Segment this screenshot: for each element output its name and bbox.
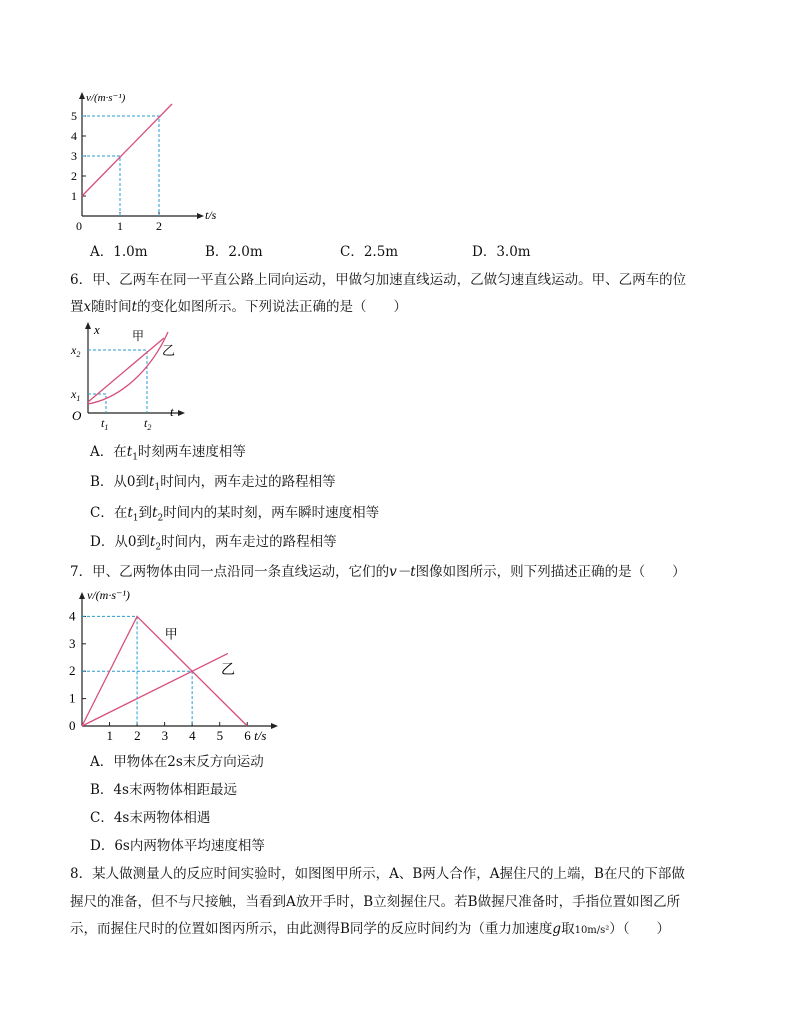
graph-q5-x-tick: 0 xyxy=(76,219,82,233)
q7-option-b: B．4s末两物体相距最远 xyxy=(90,782,237,798)
q8-stem-line2: 握尺的准备，但不与尺接触，当看到A放开手时，B立刻握住尺。若B做握尺准备时，手指位置如图乙所 xyxy=(70,894,681,910)
q5-option-c: C．2.5m xyxy=(340,244,399,260)
graph-q5-y-tick: 3 xyxy=(71,149,77,163)
graph-q6-t2: $t_2$ xyxy=(144,416,152,432)
graph-q6-x1: $x_1$ xyxy=(71,387,81,403)
chart-q7-series-label: 乙 xyxy=(221,662,236,678)
graph-q5-x-tick: 1 xyxy=(117,219,123,233)
graph-q5-guide-1 xyxy=(82,156,120,216)
chart-q7-series-label: 甲 xyxy=(164,626,178,642)
q7-stem: 7．甲、乙两物体由同一点沿同一条直线运动，它们的v－t图像如图所示，则下列描述正确的是（ ） xyxy=(70,564,686,580)
chart-q7-y-label: v/(m·s⁻¹) xyxy=(87,588,130,602)
graph-q5-y-arrow xyxy=(79,92,85,99)
q6-option-c: C．在$t_1$到$t_2$时间内的某时刻，两车瞬时速度相等 xyxy=(90,505,380,524)
chart-q7-x-label: t/s xyxy=(254,728,267,743)
chart-q7-y-tick-label: 3 xyxy=(69,635,76,651)
graph-q5-x-arrow xyxy=(197,213,204,219)
graph-q6-x2: $x_2$ xyxy=(71,343,81,359)
q5-option-d: D．3.0m xyxy=(472,244,531,260)
graph-q5-x-tick: 2 xyxy=(156,219,162,233)
q5-option-a: A．1.0m xyxy=(90,244,148,260)
graph-q6-label-yi: 乙 xyxy=(162,343,176,358)
chart-q7-y-tick-label: 1 xyxy=(69,690,76,706)
chart-q7-x-tick-label: 3 xyxy=(161,728,169,743)
graph-q5-x-label: t/s xyxy=(205,208,217,222)
q7-option-c: C．4s末两物体相遇 xyxy=(90,810,211,826)
q6-option-a: A．在$t_1$时刻两车速度相等 xyxy=(90,444,246,463)
graph-q6-x-label: x xyxy=(94,322,100,337)
q6-stem-line1: 6．甲、乙两车在同一平直公路上同向运动，甲做匀加速直线运动，乙做匀速直线运动。甲、乙两车的位 xyxy=(70,272,687,288)
q8-stem-line3: 示，而握住尺时的位置如图丙所示，由此测得B同学的反应时间约为（重力加速度g取10m/s²）（ ） xyxy=(70,921,671,937)
chart-q7-x-arrow xyxy=(271,723,278,729)
graph-q5-y-tick: 2 xyxy=(71,169,77,183)
chart-q7-x-tick-label: 2 xyxy=(134,728,141,743)
chart-q7-y-tick-label: 2 xyxy=(69,663,76,679)
graph-q5-y-tick: 5 xyxy=(71,109,77,123)
graph-q5-y-tick: 4 xyxy=(71,129,77,143)
graph-q6-line-yi xyxy=(88,338,164,402)
chart-q7-x-tick-label: 6 xyxy=(244,728,251,743)
graph-q6-label-jia: 甲 xyxy=(132,329,145,343)
chart-q7-y-arrow xyxy=(79,592,85,599)
graph-q5-y-label: v/(m·s⁻¹) xyxy=(86,92,126,104)
q6-stem-line2: 置x随时间t的变化如图所示。下列说法正确的是（ ） xyxy=(70,299,408,315)
chart-q7-x-tick-label: 5 xyxy=(216,728,224,743)
q6-option-d: D．从0到$t_2$时间内，两车走过的路程相等 xyxy=(90,534,337,553)
graph-q6-origin: O xyxy=(72,408,82,423)
q7-option-d: D．6s内两物体平均速度相等 xyxy=(90,838,265,854)
chart-q7-y-tick-label: 0 xyxy=(69,718,76,733)
chart-q7-x-tick-label: 1 xyxy=(106,728,114,743)
q5-option-b: B．2.0m xyxy=(205,244,263,260)
graph-q6 xyxy=(66,320,196,432)
graph-q6-t1: $t_1$ xyxy=(101,416,109,432)
graph-q5 xyxy=(60,88,230,233)
chart-q7 xyxy=(60,588,290,748)
chart-q7-x-tick-label: 4 xyxy=(189,728,196,743)
chart-q7-series-line xyxy=(82,653,228,726)
q7-option-a: A．甲物体在2s末反方向运动 xyxy=(90,754,264,770)
graph-q5-y-tick: 1 xyxy=(71,189,77,203)
q8-stem-line1: 8．某人做测量人的反应时间实验时，如图图甲所示，A、B两人合作，A握住尺的上端，B在尺的下部做 xyxy=(70,866,685,882)
chart-q7-y-tick-label: 4 xyxy=(69,608,76,624)
graph-q6-t-label: t xyxy=(170,404,174,419)
q6-option-b: B．从0到$t_1$时间内，两车走过的路程相等 xyxy=(90,474,336,493)
